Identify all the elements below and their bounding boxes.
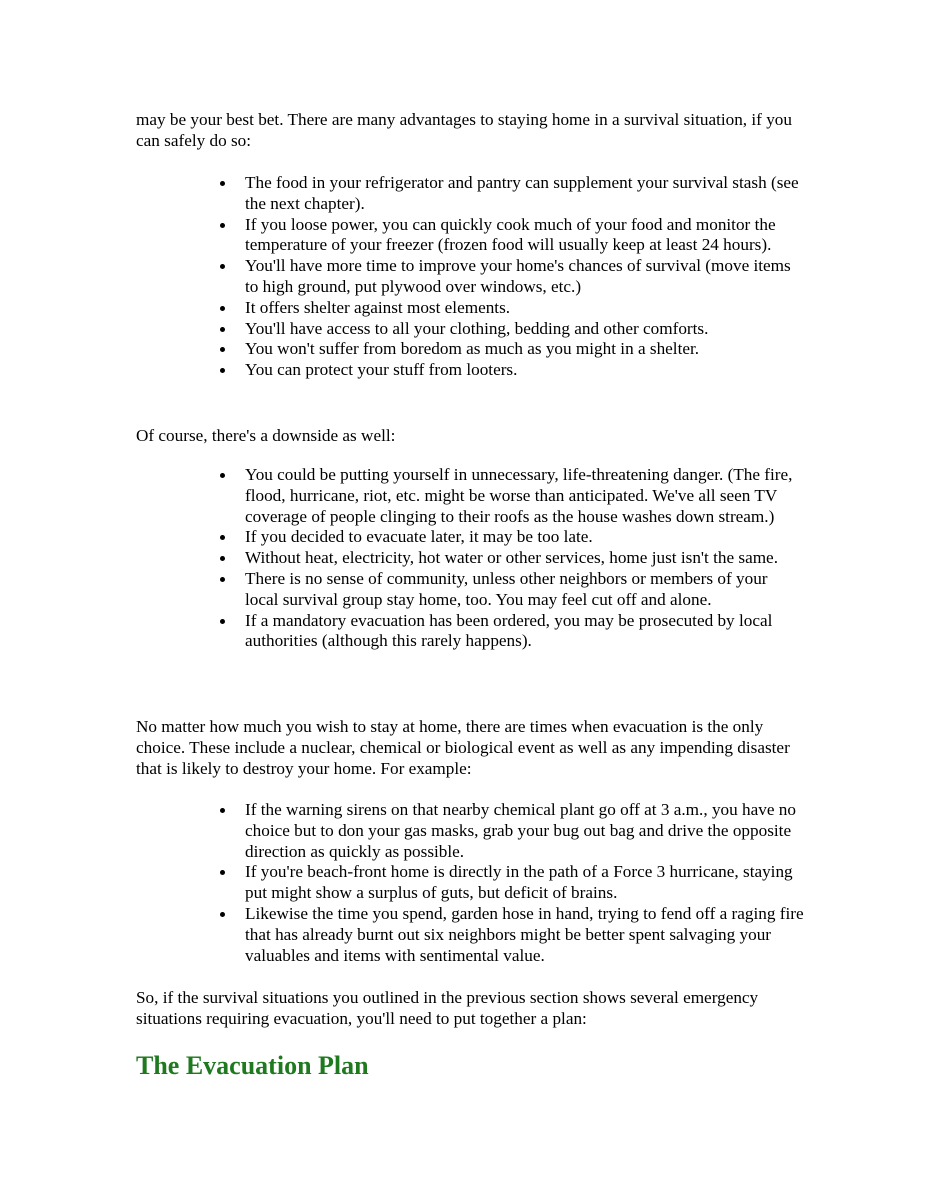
downside-intro-paragraph: Of course, there's a downside as well: xyxy=(136,426,396,445)
downsides-list xyxy=(245,465,805,652)
list-item: You can protect your stuff from looters. xyxy=(245,360,805,381)
closing-paragraph: So, if the survival situations you outlined in the previous section shows several emergency situations requiring evacuation, you'll need to put together a plan: xyxy=(136,988,759,1028)
section-heading: The Evacuation Plan xyxy=(136,1051,369,1080)
evacuation-intro-paragraph: No matter how much you wish to stay at home, there are times when evacuation is the only choice. These include a nuclear, chemical or biological event as well as any impending disaster that is likely to destroy your home. For example: xyxy=(136,717,790,778)
list-item: You'll have access to all your clothing, bedding and other comforts. xyxy=(245,319,805,340)
intro-paragraph: may be your best bet. There are many advantages to staying home in a survival situation, if you can safely do so: xyxy=(136,110,792,150)
list-item: If you loose power, you can quickly cook much of your food and monitor the temperature of your freezer (frozen food will usually keep at least 24 hours). xyxy=(245,215,805,257)
list-item: If you're beach-front home is directly in the path of a Force 3 hurricane, staying put might show a surplus of guts, but deficit of brains. xyxy=(245,862,805,904)
list-item: It offers shelter against most elements. xyxy=(245,298,805,319)
list-item: You'll have more time to improve your home's chances of survival (move items to high ground, put plywood over windows, etc.) xyxy=(245,256,805,298)
list-item: Without heat, electricity, hot water or other services, home just isn't the same. xyxy=(245,548,805,569)
list-item: If a mandatory evacuation has been ordered, you may be prosecuted by local authorities (although this rarely happens). xyxy=(245,611,805,653)
advantages-list xyxy=(245,173,805,381)
examples-list xyxy=(245,800,805,966)
list-item: You won't suffer from boredom as much as you might in a shelter. xyxy=(245,339,805,360)
list-item: There is no sense of community, unless other neighbors or members of your local survival group stay home, too. You may feel cut off and alone. xyxy=(245,569,805,611)
list-item: If the warning sirens on that nearby chemical plant go off at 3 a.m., you have no choice but to don your gas masks, grab your bug out bag and drive the opposite direction as quickly as possible. xyxy=(245,800,805,862)
list-item: If you decided to evacuate later, it may be too late. xyxy=(245,527,805,548)
list-item: The food in your refrigerator and pantry can supplement your survival stash (see the next chapter). xyxy=(245,173,805,215)
list-item: You could be putting yourself in unnecessary, life-threatening danger. (The fire, flood, hurricane, riot, etc. might be worse than anticipated. We've all seen TV coverage of people clinging to their roofs as the house washes down stream.) xyxy=(245,465,805,527)
list-item: Likewise the time you spend, garden hose in hand, trying to fend off a raging fire that has already burnt out six neighbors might be better spent salvaging your valuables and items with sentimental value. xyxy=(245,903,804,965)
